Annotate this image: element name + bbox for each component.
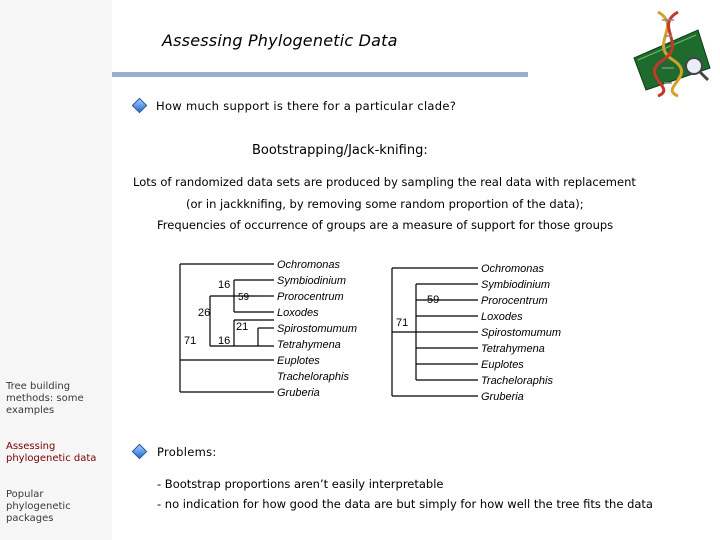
taxon-label: Loxodes xyxy=(277,307,319,319)
taxon-label: Tetrahymena xyxy=(277,339,341,351)
bullet-icon xyxy=(132,444,148,460)
problems-heading: Problems: xyxy=(157,445,217,459)
bootstrap-heading: Bootstrapping/Jack-knifing: xyxy=(252,143,428,158)
taxon-label: Loxodes xyxy=(481,311,523,323)
taxon-label: Symbiodinium xyxy=(277,275,347,287)
taxon-label: Spirostomumum xyxy=(277,323,358,335)
taxon-label: Tracheloraphis xyxy=(277,371,349,383)
taxon-label: Euplotes xyxy=(481,359,524,371)
taxon-label: Gruberia xyxy=(277,387,320,399)
taxon-label: Prorocentrum xyxy=(481,295,548,307)
taxon-label: Ochromonas xyxy=(481,263,544,275)
support-value: 16 xyxy=(218,335,231,347)
support-value: 59 xyxy=(238,292,250,303)
problem-item: - Bootstrap proportions aren’t easily interpretable xyxy=(157,477,444,491)
support-value: 71 xyxy=(396,317,409,329)
taxon-label: Spirostomumum xyxy=(481,327,562,339)
support-value: 26 xyxy=(198,307,211,319)
taxon-label: Ochromonas xyxy=(277,259,340,271)
taxon-label: Prorocentrum xyxy=(277,291,344,303)
taxon-label: Tetrahymena xyxy=(481,343,545,355)
problem-item: - no indication for how good the data are but simply for how well the tree fits the data xyxy=(157,497,653,511)
support-value: 21 xyxy=(236,321,249,333)
taxon-label: Euplotes xyxy=(277,355,320,367)
paragraph-line: Lots of randomized data sets are produced by sampling the real data with replacement xyxy=(133,175,636,189)
sidebar xyxy=(0,0,112,540)
page-title: Assessing Phylogenetic Data xyxy=(162,31,398,50)
support-value: 59 xyxy=(427,294,440,306)
support-value: 71 xyxy=(184,335,197,347)
paragraph-line: Frequencies of occurrence of groups are a measure of support for those groups xyxy=(157,218,614,232)
paragraph-line: (or in jackknifing, by removing some random proportion of the data); xyxy=(186,197,584,211)
taxon-label: Tracheloraphis xyxy=(481,375,553,387)
bullet-icon xyxy=(132,98,148,114)
sidebar-item-packages[interactable]: Popular phylogenetic packages xyxy=(6,489,71,524)
support-question: How much support is there for a particular clade? xyxy=(156,99,457,113)
dna-logo-icon xyxy=(628,8,716,98)
bootstrap-tree-right xyxy=(386,258,566,408)
taxon-label: Symbiodinium xyxy=(481,279,551,291)
bootstrap-tree-left xyxy=(170,258,362,400)
sidebar-item-tree-building[interactable]: Tree building methods: some examples xyxy=(6,381,84,416)
title-underline xyxy=(112,72,528,77)
support-value: 16 xyxy=(218,279,231,291)
sidebar-item-assessing[interactable]: Assessing phylogenetic data xyxy=(6,441,97,464)
taxon-label: Gruberia xyxy=(481,391,524,403)
